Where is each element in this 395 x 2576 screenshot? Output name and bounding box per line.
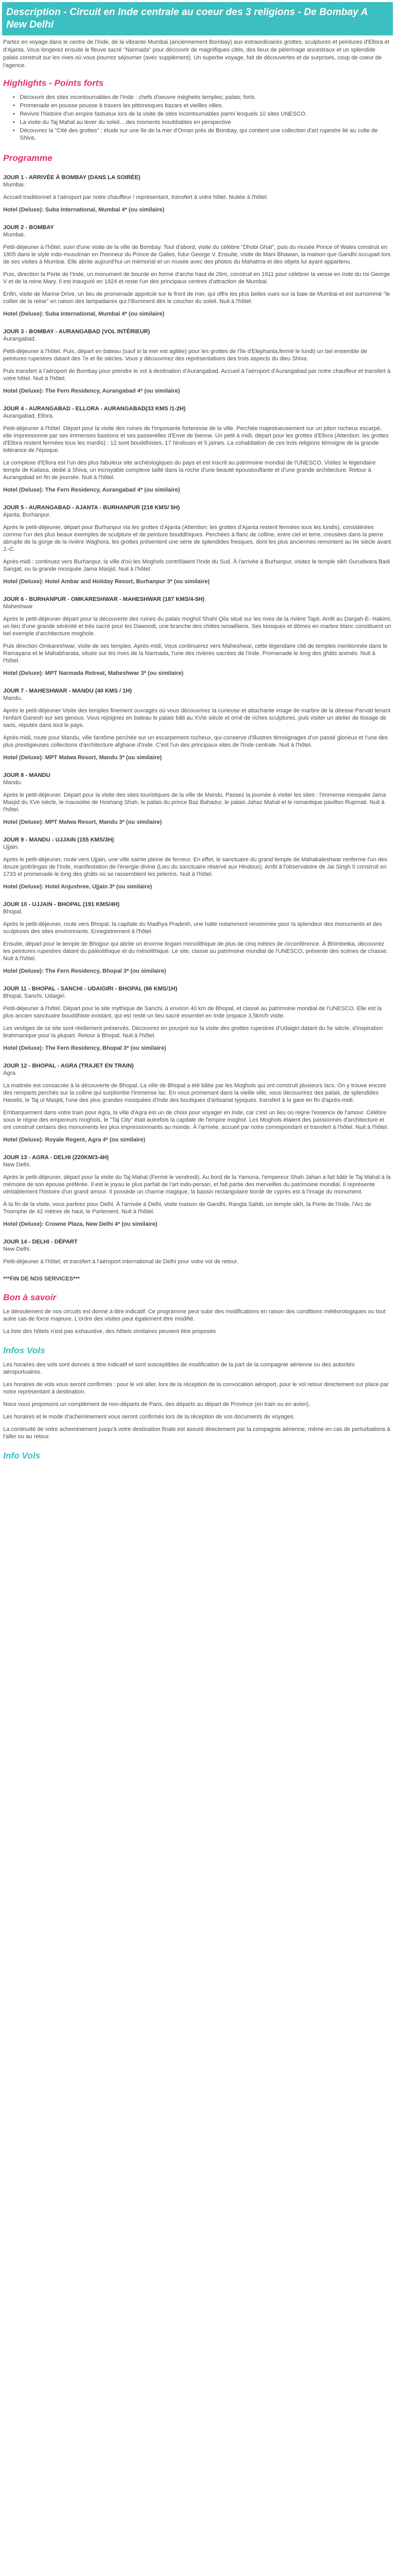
day-paragraph: À la fin de la visite, vous partirez pour Delhi. À l'arrivée à Delhi, visite maison de Gandhi, Rangla Sahib, un temple sikh, la Porte de l'Inde, l'Arc de Triomphe de 42 mètres de haut, le Parlement. Nuit à l'hôtel. <box>3 1201 372 1215</box>
day-paragraph: Après le petit-déjeuner. Départ pour la visite des sites touristiques de la ville de Mandu. Passez la journée à visiter les sites : l'immense mosquée Jama Masjid du XVe siècle, le mausolée de Hoshang Shah, le palais du prince Baz Bahadur, le palais Jahaz Mahal et le romantique pavillon Rupmati. Nuit à l'hôtel. <box>3 792 386 813</box>
day-paragraph: Enfin, visite de Marine Drive, un lieu de promenade apprécié sur le front de mer, qui offre les plus belles vues sur la baie de Mumbai et est surnommé "le collier de la reine" en raison des lampadaires qui l'illuminent dès le coucher du soleil. Nuit à l'hôtel. <box>3 291 390 305</box>
day-location: Bhopal, Sanchi, Udaigiri. <box>3 993 66 999</box>
infos-vols-paragraph: Les horaires des vols sont donnés à titre indicatif et sont susceptibles de modification de la part de la compagnie aérienne ou des autorités aéroportuaires. <box>3 1362 355 1375</box>
day-section <box>2 596 393 677</box>
day-paragraph: Puis, direction la Porte de l'Inde, un monument de bourde en forme d'arche haut de 26m, construit en 1911 pour célébrer la venue en Inde du roi George V et de la reine Mary. Il est inauguré en 1924 et reste l'un des principaux centres d'attraction de Mumbai. <box>3 271 390 285</box>
day-paragraph: Après-midi, route pour Mandu, ville fantôme perchée sur un escarpement rocheux, qui conserve d'illustres témoignages d'un passé glorieux et l'une des plus prestigieuses collections d'architecture afghane d'Inde. C'est l'un des principaux sites de l'Inde centrale. Nuit à l'hôtel. <box>3 735 388 748</box>
day-paragraph: Puis direction Omkareshwar, visite de ses temples. Après-midi, Vous continuerez vers Maheshwar, cette légendaire cité de temples mentionnée dans le Ramayana et le Mahabharata, située sur les rives de la Narmada, l'une des rivières sacrées de l'Inde. Promenade le long des ghâts animés. Nuit à l'hôtel. <box>3 643 388 664</box>
day-title: JOUR 4 - AURANGABAD - ELLORA - AURANGABAD(33 KMS /1-2H) <box>3 406 186 412</box>
highlights-list <box>2 94 393 142</box>
day-location: Ujjain. <box>3 844 19 850</box>
day-paragraph: Petit-déjeuner à l'hôtel. Départ pour le site mythique de Sanchi, à environ 40 km de Bhopal, et classé au patrimoine mondial de l'UNESCO. Elle est la plus ancien sanctuaire bouddhiste existant, qui est resté un lieu sacré essentiel en Inde (espace 3,5km/h visite. <box>3 1006 382 1019</box>
day-title: JOUR 7 - MAHESHWAR - MANDU (40 KMS / 1H) <box>3 688 132 694</box>
day-section <box>2 224 393 318</box>
day-section <box>2 687 393 761</box>
page-title: Description - Circuit en Inde centrale au coeur des 3 religions - De Bombay A New Delhi <box>2 2 393 35</box>
infos-vols-heading: Infos Vols <box>3 1346 45 1355</box>
programme-heading: Programme <box>3 153 53 163</box>
day-paragraph: Après le petit-déjeuner départ pour la découverte des ruines du palais moghol Shahi Qila situé sur les rives de la rivière Tapti. Arrêt au Dargah-E- Hakimi, un lieu d'une grande sérénité et très sacré pour les Dawoodi, une branche des chiites ismaéliens. Ses kiosques et dômes en marbre blanc constituent un bel exemple d'architecture moghole. <box>3 616 392 637</box>
day-section <box>2 174 393 213</box>
day-hotel: Hotel (Deluxe): Hotel Anjushree, Ujjain 3* (ou similaire) <box>3 884 152 890</box>
bon-a-savoir-paragraph: Le déroulement de nos circuits est donné à titre indicatif. Ce programme peut subir des modifications en raison des conditions météorologiques ou tout autre cas de force majeure. L'ordre des visites peut également être modifié. <box>3 1309 386 1322</box>
infos-vols-paragraph: Les horaires et le mode d'acheminement vous seront confirmés lors de la réception de vos documents de voyages. <box>3 1414 295 1420</box>
day-paragraph: Après le petit-déjeuner Visite des temples finement ouvragés où vous découvrirez la curieuse et attachante image de marbre de la déesse Parvati tenant l'enfant Ganesh sur ses genoux. Vous rejoignez en bateau le palais bâti au XVIe siècle et orné de riches sculptures, puis visiter un atelier de tissage de saris, réputés dans tout le pays. <box>3 708 391 728</box>
day-hotel: Hotel (Deluxe): Suba International, Mumbai 4* (ou similaire) <box>3 311 165 317</box>
day-location: Maheshwar. <box>3 604 34 610</box>
day-paragraph: Ensuite, départ pour le temple de Bhojpur qui abrite un énorme lingam monolithique de plus de cinq mètres de circonférence. À Bhimbetka, découvrez les peintures rupestres datant du paléolithique et du mésolithique. Le site, classé au patrimoine mondial de l'UNESCO, présente des scènes de chasse. Nuit à l'hôtel. <box>3 941 388 962</box>
day-location: Agra. <box>3 1070 17 1076</box>
day-section <box>2 1154 393 1228</box>
day-title: JOUR 5 - AURANGABAD - AJANTA - BURHANPUR (218 KMS/ 5H) <box>3 505 180 511</box>
infos-vols-paragraph: La continuité de votre acheminement jusqu'à votre destination finale est assuré directement par la compagnie aérienne, même en cas de perturbations à l'aller ou au retour. <box>3 1426 390 1440</box>
day-hotel: Hotel (Deluxe): MPT Malwa Resort, Mandu 3* (ou similaire) <box>3 755 162 761</box>
day-paragraph: La matinée est consacrée à la découverte de Bhopal. La ville de Bhopal a été bâtie par les Moghols qui ont construit plusieurs lacs. On y trouve encore des remparts perchés sur la colline qui surplombe l'immense lac. En vous promenant dans la vieille ville, vous découvrirez des palais, de splendides Havelis, le Taj ul Masjid, l'une des plus grandes mosquées d'Inde des boutiques d'artisanat typiques. transfert à la gare en fin d'après-midi. <box>3 1083 386 1103</box>
bon-a-savoir-body <box>2 1308 393 1335</box>
day-hotel: Hotel (Deluxe): Suba International, Mumbai 4* (ou similaire) <box>3 207 165 213</box>
day-section <box>2 836 393 890</box>
highlight-item: • Découvrir des sites incontournables de l'Inde : chefs d'oeuvre mégheits temples; palais; forts. <box>20 94 393 101</box>
day-paragraph: Embarquement dans votre train pour Agra, la ville d'Agra est un de choix pour voyager en Inde, car c'est un lieu où règne l'essence de l'amour. Célèbre sous le règne des empereurs moghols, le "Taj City" était autrefois la capitale de l'empire moghol. Les Moghols étaient des passionnés d'architecture et ont construit certains des monuments les plus impressionnants au monde. À l'arrivée, accueil par notre correspondant et transfert à l'hôtel. Nuit à l'hôtel. <box>3 1110 389 1130</box>
day-title: JOUR 2 - BOMBAY <box>3 224 54 231</box>
day-paragraph: Après le petit-déjeuner, route vers Bhopal, la capitale du Madhya Pradesh, une halte notamment renommée pour la splendeur des monuments et des sculptures des sites environnants. Enregistrement à l'hôtel. <box>3 921 382 935</box>
day-title: JOUR 1 - ARRIVÉE À BOMBAY (DANS LA SOIRÉE) <box>3 174 141 181</box>
day-hotel: Hotel (Deluxe): Hotel Ambar and Holiday Resort, Burhanpur 3* (ou similaire) <box>3 579 210 585</box>
highlight-item: • Découvrez la "Cité des grottes" ; étude sur une île de la mer d'Oman près de Bombay, qui contient une collection d'art rupestre lié au culte de Shiva. <box>20 127 393 142</box>
day-paragraph: Petit-déjeuner à l'hôtel, suivi d'une visite de la ville de Bombay. Tout d'abord, visite du célèbre "Dhobi Ghat", puis du musée Prince of Wales construit en 1905 dans le style indo-musulman en l'honneur du Prince de Galles, futur George V. Ensuite, visite de Mani Bhawan, la maison que Gandhi occupait lors de ses visites à Mumbai. Elle abrite aujourd'hui un mémorial et un musée avec des photos du Mahatma et des objets lui ayant appartenu. <box>3 244 391 265</box>
day-section <box>2 901 393 975</box>
day-section <box>2 405 393 494</box>
day-hotel: Hotel (Deluxe): The Fern Residency, Aurangabad 4* (ou similaire) <box>3 388 180 394</box>
day-paragraph: Après le petit-déjeuner, départ pour Burhanpur via les grottes d'Ajanta (Attention: les grottes d'Ajanta restent fermées tous les lundis), considérées comme l'un des plus beaux exemples de sculpture et de peinture bouddhiques. Perchées à flanc de colline, entre ciel et terre, creusées dans la pierre abrupte de la gorge de la rivière Waghora, les grottes présentent une série de splendides fresques, dont les plus anciennes remontent au IIe siècle avant J.-C. <box>3 524 391 552</box>
day-hotel: Hotel (Deluxe): Royale Regent, Agra 4* (ou similaire) <box>3 1137 145 1143</box>
info-vols-heading-2: Info Vols <box>3 1451 41 1461</box>
day-paragraph: Le complexe d'Ellora est l'un des plus fabuleux site archéologiques du pays et est inscrit au patrimoine mondial de l'UNESCO. Visitez le légendaire temple de Kailasa, dédié à Shiva, un incroyable complexe taillé dans la roche d'une beauté époustouflante et d'une grande architecture. Retour à Aurangabad en fin de journée. Nuit à l'hôtel. <box>3 460 376 481</box>
bon-a-savoir-paragraph: La liste des hôtels n'est pas exhaustive, des hôtels similaires peuvent être proposés <box>3 1328 216 1335</box>
day-title: JOUR 12 - BHOPAL - AGRA (TRAJET EN TRAIN) <box>3 1063 134 1069</box>
day-location: Ajanta, Burhanpur. <box>3 512 51 518</box>
highlight-item: • Promenade en pousse pousse à travers les pittoresques bazars et vieilles villes. <box>20 102 393 109</box>
day-paragraph: Petit-déjeuner à l'hôtel. Départ pour la visite des ruines de l'imposante forteresse de la ville. Perchée majestueusement sur un piton rocheux escarpé, elle impressionne par ses immenses bastions et ses passerelles d'Enve de bienne. Un petit à midi, départ pour les grottes d'Ellora (Attention: les grottes d'Ellora restent fermées tous les mardis) : 12 sont bouddhistes, 17 hindoues et 5 jaïnes. La cohabitation de ces trois religions témoigne de la grande tolérance de l'époque. <box>3 425 389 454</box>
end-of-services-note: ***FIN DE NOS SERVICES*** <box>3 1276 80 1282</box>
day-paragraph: Puis transfert à l'aéroport de Bombay pour prendre le vol à destination d'Aurangabad. Accueil à l'aéroport d'Aurangabad par notre chauffeur et transfert à votre hôtel. Nuit à l'hôtel. <box>3 368 391 382</box>
day-section <box>2 772 393 826</box>
day-section <box>2 328 393 395</box>
page <box>0 2 395 1461</box>
day-title: JOUR 10 - UJJAIN - BHOPAL (191 KMS/4H) <box>3 901 120 908</box>
day-title: JOUR 13 - AGRA - DELHI (220KM/3-4H) <box>3 1154 109 1161</box>
day-title: JOUR 3 - BOMBAY - AURANGABAD (VOL INTÉRIEUR) <box>3 329 150 335</box>
highlight-item: • La visite du Taj Mahal au lever du soleil... des moments inoubliables en perspective <box>20 119 393 126</box>
day-location: Mumbai. <box>3 232 26 238</box>
highlights-heading: Highlights - Points forts <box>3 78 104 88</box>
day-hotel: Hotel (Deluxe): MPT Malwa Resort, Mandu 3* (ou similaire) <box>3 819 162 825</box>
day-section <box>2 985 393 1052</box>
infos-vols-paragraph: Nous vous proposons un complément de non-départs de Paris, des départs au départ de Province (en train ou en avion). <box>3 1401 311 1408</box>
day-paragraph: Après le petit-déjeuner, départ pour la visite du Taj Mahal (Fermé le vendredi). Au bord de la Yamuna, l'empereur Shah Jahan a fait bâtir le Taj Mahal à la mémoire de son épouse préférée. Il est le joyau le plus parfait de l'art indo-persan, et fait partie des merveilles du patrimoine mondial. Il représente véritablement l'histoire d'un grand amour. Il possède un charme magique, la bassin rectangulaire bordé de cyprès est à l'image du monument. <box>3 1174 391 1195</box>
day-location: Mumbai. <box>3 182 26 188</box>
day-location: New Delhi. <box>3 1162 31 1168</box>
intro-text: Partez en voyage dans le centre de l'Inde, de la vibrante Mumbai (anciennement Bombay) aux extraordinaires grottes, sculptures et peintures d'Ellora et d'Ajanta. Vous longerez ensuite le fleuve sacré "Narmada" pour découvrir de magnifiques cités, des lieux de pèlerinage ancestraux et un splendide palais construit sur les rives où vous pourrez séjourner (avec supplément). Un superbe voyage, fait de découvertes et de surprises, coup de coeur de l'agence. <box>3 39 389 69</box>
day-title: JOUR 11 - BHOPAL - SANCHI - UDAIGIRI - BHOPAL (66 KMS/1H) <box>3 986 178 992</box>
infos-vols-paragraph: Les horaires de vols vous seront confirmés : pour le vol aller, lors de la réception de la convocation aéroport, pour le vol retour directement sur place par notre représentant à destination. <box>3 1381 389 1395</box>
day-hotel: Hotel (Deluxe): Crowne Plaza, New Delhi 4* (ou similaire) <box>3 1221 157 1227</box>
day-location: Bhopal. <box>3 909 23 915</box>
day-location: Mandu. <box>3 780 22 786</box>
infos-vols-body <box>2 1361 393 1440</box>
bon-a-savoir-heading: Bon à savoir <box>3 1292 57 1302</box>
day-hotel: Hotel (Deluxe): The Fern Residency, Bhopal 3* (ou similaire) <box>3 1045 166 1051</box>
day-paragraph: Accueil traditionnel à l'aéroport par notre chauffeur / représentant, transfert à votre hôtel. Nuitée à l'hôtel. <box>3 194 268 200</box>
day-title: JOUR 14 - DELHI - DÉPART <box>3 1239 78 1245</box>
day-location: New Delhi. <box>3 1246 31 1252</box>
day-title: JOUR 6 - BURHANPUR - OMKARESHWAR - MAHESHWAR (187 KMS/4-5H) <box>3 596 205 602</box>
day-location: Mandu. <box>3 695 22 701</box>
day-section <box>2 504 393 585</box>
day-hotel: Hotel (Deluxe): The Fern Residency, Aurangabad 4* (ou similaire) <box>3 487 180 493</box>
day-location: Aurangabad, Ellora. <box>3 413 54 419</box>
programme-days <box>2 174 393 1265</box>
day-title: JOUR 8 - MANDU <box>3 772 51 778</box>
day-hotel: Hotel (Deluxe): The Fern Residency, Bhopal 3* (ou similaire) <box>3 968 166 974</box>
day-hotel: Hotel (Deluxe): MPT Narmada Retreat, Maheshwar 3* (ou similaire) <box>3 670 183 676</box>
day-paragraph: Après le petit-déjeuner, route vers Ujjain, une ville sainte pleine de ferveur. En effet, le sanctuaire du grand temple de Mahakaleshwar renferme l'un des douze jyotirlingas de l'Inde, manifestation de l'énergie divine (Lieu du sanctuaire réservé aux Hindous). Arrêt à l'observatoire de Jai Singh II construit en 1733 et promenade le long des ghâts où se rassemblent les pèlerins. Nuit à l'hôtel. <box>3 857 387 877</box>
day-section <box>2 1238 393 1265</box>
day-paragraph: Après-midi : continuez vers Burhanpur, la ville d'où les Moghols contrôlaient l'Inde du Sud. À l'arrivée à Burhanpur, visitez le temple sikh Gurudwara Badi Sangat, ou la grande mosquée Jama Masjid. Nuit à l'hôtel. <box>3 559 390 572</box>
day-paragraph: Petit-déjeuner à l'hôtel, et transfert à l'aéroport international de Delhi pour votre vol de retour. <box>3 1259 239 1265</box>
day-title: JOUR 9 - MANDU - UJJAIN (155 KMS/3H) <box>3 837 114 843</box>
day-paragraph: Petit-déjeuner à l'hôtel. Puis, départ en bateau (sauf si la mer est agitée) pour les grottes de l'île d'Elephanta,fermé le lundi) un bel ensemble de peintures rupestres datant des 7e et 8e siècles. Vous y découvrirez des représentations des trois aspects du dieu Shiva. <box>3 348 367 362</box>
day-location: Aurangabad. <box>3 336 36 342</box>
day-paragraph: Les vestiges de ce site sont réellement préservés. Découvrez en pourpré sur la visite des grottes rupestres d'Udaigiri datant du 5e siècle, d'inspiration brahmanique pour la plupart. Retour à Bhopal. Nuit à l'hôtel. <box>3 1025 383 1039</box>
day-section <box>2 1062 393 1144</box>
highlight-item: • Revivre l'histoire d'un empire fastueux lors de la visite de sites incontournables parmi lesquels 10 sites UNESCO. <box>20 110 393 118</box>
